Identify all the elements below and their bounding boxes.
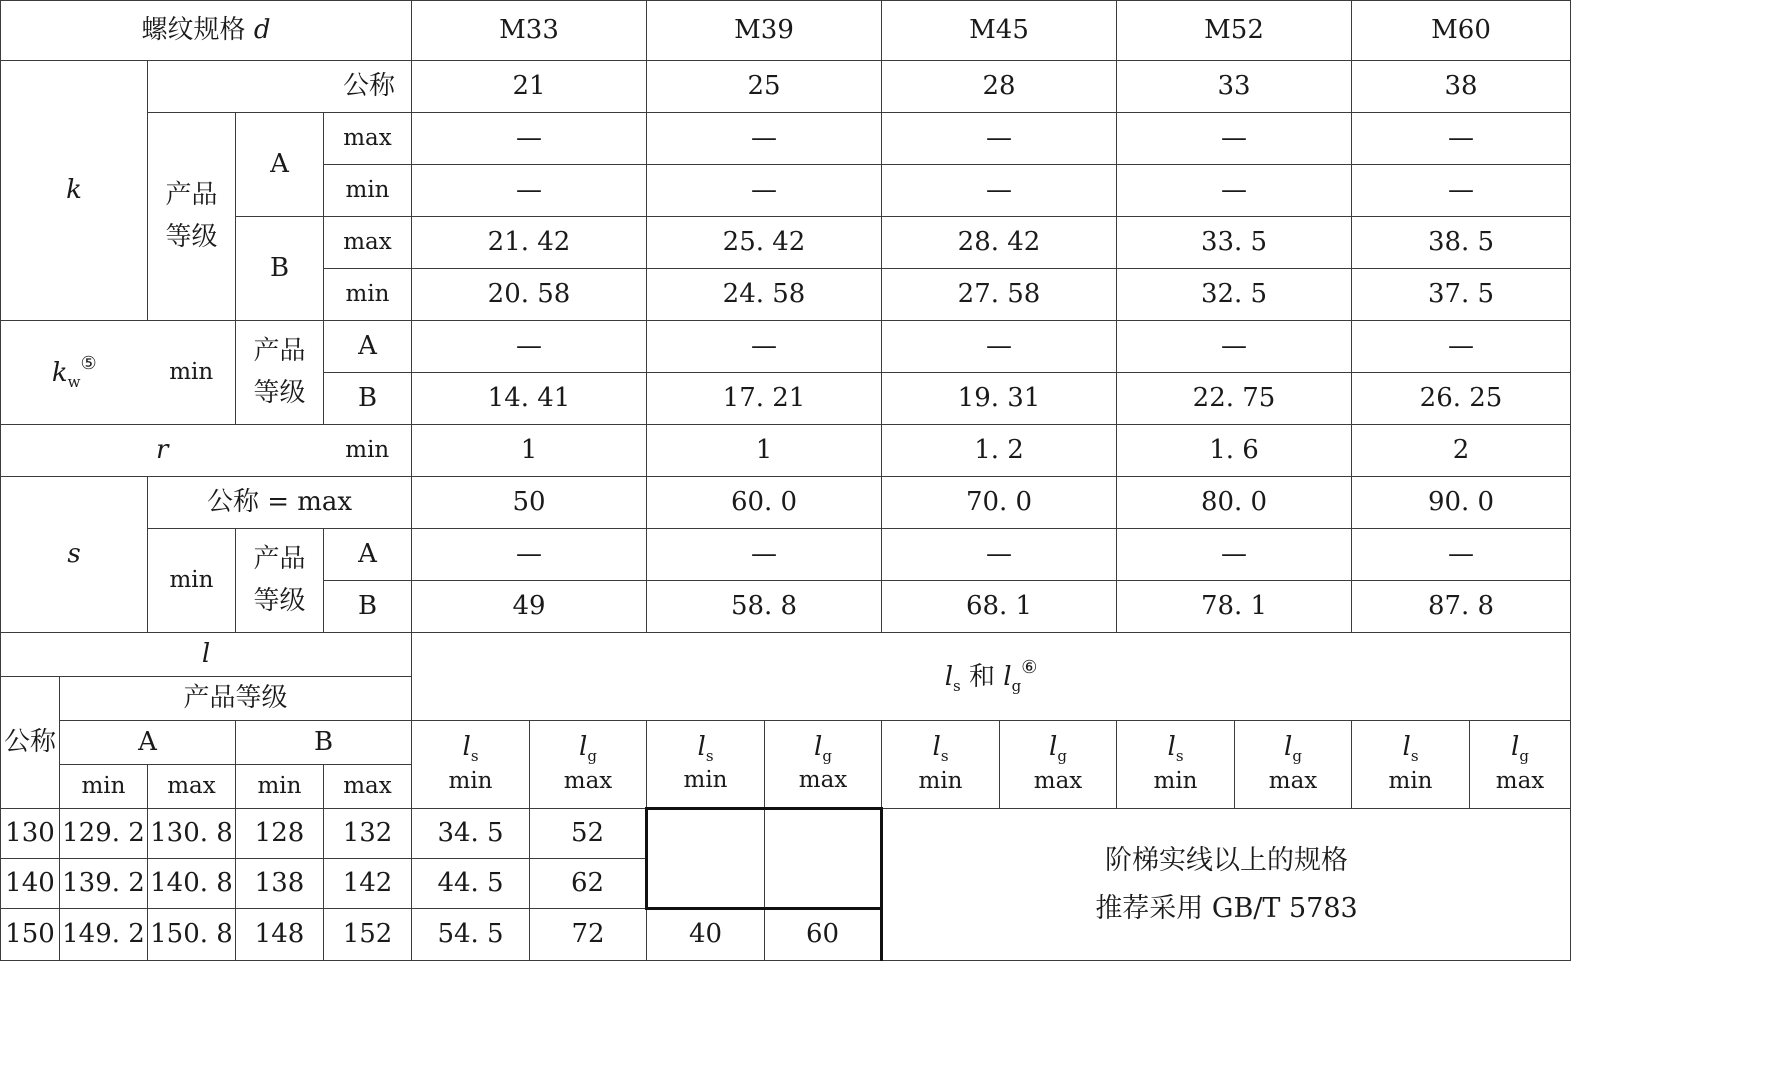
m33-lg-head [530, 721, 647, 809]
m60-ls-min: min [1388, 767, 1433, 794]
k-nominal-m39: 25 [647, 61, 882, 113]
kw-symbol: k [51, 357, 68, 388]
kw-a-m60: — [1352, 321, 1571, 373]
thread-spec-label: 螺纹规格 [141, 14, 246, 45]
k-b-max-m60: 38. 5 [1352, 217, 1571, 269]
k-grade-line2: 等级 [165, 221, 218, 252]
m60-lg-max: max [1495, 767, 1545, 794]
m52-ls-sub: s [1175, 747, 1184, 766]
m33-ls-symbol: l [462, 732, 471, 763]
k-grade-line1: 产品 [165, 179, 218, 210]
size-header-m39: M39 [647, 1, 882, 61]
m60-lg-head [1470, 721, 1571, 809]
s-a-row [1, 529, 1571, 581]
m60-ls-symbol: l [1402, 732, 1411, 763]
kw-grade-line1: 产品 [253, 335, 306, 366]
l-a-min-label: min [60, 765, 148, 809]
s-nominal-m39: 60. 0 [647, 477, 882, 529]
m45-ls-sub: s [940, 747, 949, 766]
len-140-b-max: 142 [324, 859, 412, 909]
s-a-m39: — [647, 529, 882, 581]
l-header-row [1, 633, 1571, 677]
thread-spec-header [1, 1, 412, 61]
len-150-a-min: 149. 2 [60, 909, 148, 961]
k-nominal-row [1, 61, 1571, 113]
s-a-m45: — [882, 529, 1117, 581]
s-grade-line2: 等级 [253, 585, 306, 616]
k-a-max-m60: — [1352, 113, 1571, 165]
k-product-grade-label [148, 113, 236, 321]
len-130-140-m39-lg-empty [765, 809, 882, 909]
kw-a-m33: — [412, 321, 647, 373]
len-140-nominal: 140 [1, 859, 60, 909]
k-b-max-m39: 25. 42 [647, 217, 882, 269]
kw-min-label: min [148, 321, 236, 425]
len-150-b-max: 152 [324, 909, 412, 961]
k-label: k [1, 61, 148, 321]
s-nominal-m60: 90. 0 [1352, 477, 1571, 529]
m52-lg-sub: g [1292, 747, 1302, 766]
k-nominal-label: 公称 [148, 61, 412, 113]
l-label: l [1, 633, 412, 677]
m45-ls-symbol: l [932, 732, 941, 763]
size-header-m33: M33 [412, 1, 647, 61]
s-b-m52: 78. 1 [1117, 581, 1352, 633]
ls-symbol: l [944, 661, 954, 692]
m33-lg-max: max [563, 767, 613, 794]
k-nominal-m33: 21 [412, 61, 647, 113]
r-min-m45: 1. 2 [882, 425, 1117, 477]
k-a-max-row [1, 113, 1571, 165]
len-150-nominal: 150 [1, 909, 60, 961]
k-b-min-m52: 32. 5 [1117, 269, 1352, 321]
length-row-130 [1, 809, 1571, 859]
size-header-m45: M45 [882, 1, 1117, 61]
m45-lg-max: max [1033, 767, 1083, 794]
s-grade-a: A [324, 529, 412, 581]
len-150-a-max: 150. 8 [148, 909, 236, 961]
m33-lg-symbol: l [579, 732, 588, 763]
s-product-grade-label [236, 529, 324, 633]
m60-lg-sub: g [1519, 747, 1529, 766]
k-a-min-m52: — [1117, 165, 1352, 217]
k-nominal-m60: 38 [1352, 61, 1571, 113]
k-a-max-m39: — [647, 113, 882, 165]
len-130-140-m39-ls-empty [647, 809, 765, 909]
m33-ls-min: min [448, 767, 493, 794]
s-nominal-max-label: 公称 = max [148, 477, 412, 529]
m39-lg-sub: g [822, 746, 832, 765]
k-a-max-m33: — [412, 113, 647, 165]
s-nominal-m33: 50 [412, 477, 647, 529]
s-nominal-m52: 80. 0 [1117, 477, 1352, 529]
len-130-b-min: 128 [236, 809, 324, 859]
k-a-max-label: max [324, 113, 412, 165]
k-b-min-m39: 24. 58 [647, 269, 882, 321]
m52-lg-head [1235, 721, 1352, 809]
m60-ls-head [1352, 721, 1470, 809]
len-150-m33-lg: 72 [530, 909, 647, 961]
k-b-min-m45: 27. 58 [882, 269, 1117, 321]
l-a-max-label: max [148, 765, 236, 809]
s-grade-b: B [324, 581, 412, 633]
k-a-max-m52: — [1117, 113, 1352, 165]
s-b-m39: 58. 8 [647, 581, 882, 633]
s-a-m52: — [1117, 529, 1352, 581]
k-b-max-row [1, 217, 1571, 269]
len-140-m33-lg: 62 [530, 859, 647, 909]
m45-ls-min: min [918, 767, 963, 794]
k-b-min-m33: 20. 58 [412, 269, 647, 321]
header-row [1, 1, 1571, 61]
m39-lg-head [765, 721, 882, 809]
k-nominal-m52: 33 [1117, 61, 1352, 113]
s-grade-line1: 产品 [253, 543, 306, 574]
len-150-b-min: 148 [236, 909, 324, 961]
kw-subscript: w [67, 372, 81, 391]
m33-ls-sub: s [470, 747, 479, 766]
m52-ls-min: min [1153, 767, 1198, 794]
r-label: r [1, 425, 324, 477]
k-b-max-label: max [324, 217, 412, 269]
m39-ls-sub: s [705, 746, 714, 765]
kw-b-m45: 19. 31 [882, 373, 1117, 425]
lg-footnote: ⑥ [1021, 656, 1038, 678]
lg-subscript: g [1011, 676, 1022, 695]
len-130-m33-ls: 34. 5 [412, 809, 530, 859]
len-140-m33-ls: 44. 5 [412, 859, 530, 909]
s-nominal-m45: 70. 0 [882, 477, 1117, 529]
k-b-max-m33: 21. 42 [412, 217, 647, 269]
k-nominal-m45: 28 [882, 61, 1117, 113]
len-140-b-min: 138 [236, 859, 324, 909]
m52-lg-max: max [1268, 767, 1318, 794]
m39-lg-symbol: l [814, 731, 823, 762]
k-b-min-label: min [324, 269, 412, 321]
len-140-a-max: 140. 8 [148, 859, 236, 909]
thread-spec-var: d [253, 14, 271, 45]
k-a-min-m45: — [882, 165, 1117, 217]
kw-b-m33: 14. 41 [412, 373, 647, 425]
m33-ls-head [412, 721, 530, 809]
k-a-min-m60: — [1352, 165, 1571, 217]
kw-a-row [1, 321, 1571, 373]
m45-lg-symbol: l [1049, 732, 1058, 763]
s-a-m33: — [412, 529, 647, 581]
m39-lg-max: max [798, 767, 848, 794]
m60-lg-symbol: l [1511, 732, 1520, 763]
r-row [1, 425, 1571, 477]
ls-lg-header [412, 633, 1571, 721]
note-line2: 推荐采用 GB/T 5783 [1095, 892, 1358, 924]
kw-label [1, 321, 148, 425]
m45-lg-sub: g [1057, 747, 1067, 766]
m39-ls-symbol: l [697, 731, 706, 762]
kw-a-m39: — [647, 321, 882, 373]
kw-grade-b: B [324, 373, 412, 425]
kw-b-m39: 17. 21 [647, 373, 882, 425]
len-130-a-max: 130. 8 [148, 809, 236, 859]
he-label: 和 [968, 661, 995, 692]
len-130-b-max: 132 [324, 809, 412, 859]
len-150-m33-ls: 54. 5 [412, 909, 530, 961]
m60-ls-sub: s [1410, 747, 1419, 766]
kw-b-m52: 22. 75 [1117, 373, 1352, 425]
kw-a-m52: — [1117, 321, 1352, 373]
kw-footnote: ⑤ [80, 352, 97, 374]
len-130-nominal: 130 [1, 809, 60, 859]
s-label: s [1, 477, 148, 633]
kw-product-grade-label [236, 321, 324, 425]
m33-lg-sub: g [587, 747, 597, 766]
l-nominal-label: 公称 [1, 677, 60, 809]
kw-b-m60: 26. 25 [1352, 373, 1571, 425]
l-b-min-label: min [236, 765, 324, 809]
len-140-a-min: 139. 2 [60, 859, 148, 909]
size-header-m52: M52 [1117, 1, 1352, 61]
s-b-m45: 68. 1 [882, 581, 1117, 633]
note-line1: 阶梯实线以上的规格 [1105, 845, 1349, 877]
k-a-min-m39: — [647, 165, 882, 217]
r-min-m60: 2 [1352, 425, 1571, 477]
kw-a-m45: — [882, 321, 1117, 373]
s-b-m60: 87. 8 [1352, 581, 1571, 633]
l-b-max-label: max [324, 765, 412, 809]
m52-ls-symbol: l [1167, 732, 1176, 763]
lg-symbol: l [1003, 661, 1012, 692]
recommend-note [882, 809, 1571, 961]
k-a-max-m45: — [882, 113, 1117, 165]
m39-ls-head [647, 721, 765, 809]
len-130-m33-lg: 52 [530, 809, 647, 859]
len-150-m39-lg: 60 [765, 909, 882, 961]
l-product-grade-label: 产品等级 [60, 677, 412, 721]
m45-lg-head [1000, 721, 1117, 809]
l-grade-b: B [236, 721, 412, 765]
k-grade-a: A [236, 113, 324, 217]
r-min-m33: 1 [412, 425, 647, 477]
len-150-m39-ls: 40 [647, 909, 765, 961]
l-grade-a: A [60, 721, 236, 765]
k-b-max-m52: 33. 5 [1117, 217, 1352, 269]
k-b-max-m45: 28. 42 [882, 217, 1117, 269]
s-a-m60: — [1352, 529, 1571, 581]
s-nominal-row [1, 477, 1571, 529]
size-header-m60: M60 [1352, 1, 1571, 61]
m39-ls-min: min [683, 767, 728, 794]
kw-grade-line2: 等级 [253, 377, 306, 408]
l-ab-row [1, 721, 1571, 765]
ls-subscript: s [953, 676, 961, 695]
r-min-m52: 1. 6 [1117, 425, 1352, 477]
s-min-label: min [148, 529, 236, 633]
k-a-min-m33: — [412, 165, 647, 217]
len-130-a-min: 129. 2 [60, 809, 148, 859]
m45-ls-head [882, 721, 1000, 809]
r-min-label: min [324, 425, 412, 477]
k-a-min-label: min [324, 165, 412, 217]
k-grade-b: B [236, 217, 324, 321]
kw-grade-a: A [324, 321, 412, 373]
s-b-m33: 49 [412, 581, 647, 633]
m52-lg-symbol: l [1284, 732, 1293, 763]
k-b-min-m60: 37. 5 [1352, 269, 1571, 321]
m52-ls-head [1117, 721, 1235, 809]
r-min-m39: 1 [647, 425, 882, 477]
